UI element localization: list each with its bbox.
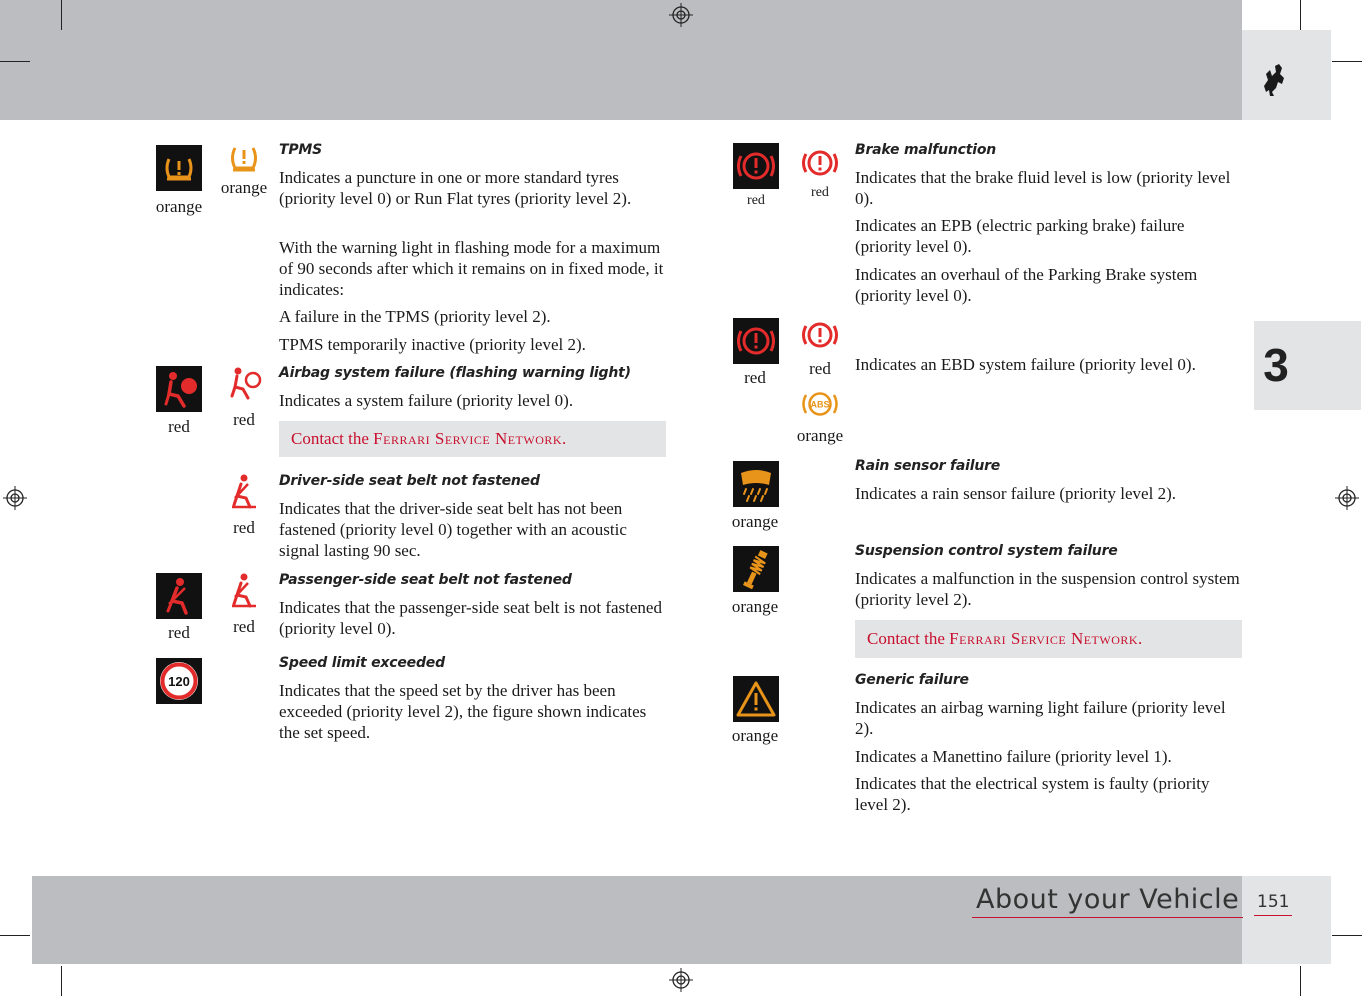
passenger-seatbelt-description: Indicates that the passenger-side seat belt is not fastened (priority level 0).	[279, 598, 662, 638]
rain-sensor-title: Rain sensor failure	[855, 458, 1001, 474]
airbag-lamp-icon	[156, 366, 202, 412]
speed-limit-description: Indicates that the speed set by the driver has been exceeded (priority level 2), the figure shown indicates the set speed.	[279, 681, 647, 742]
brake-title: Brake malfunction	[855, 142, 997, 158]
rain-sensor-lamp-color: orange	[731, 512, 779, 531]
crop-mark	[1332, 935, 1362, 936]
brake-symbol-color: red	[811, 185, 829, 200]
tpms-description-3: A failure in the TPMS (priority level 2).	[279, 307, 551, 326]
ebd-symbol-icon	[800, 315, 840, 355]
notice-prefix: Contact the	[291, 429, 374, 448]
page-number: 151	[1254, 892, 1292, 916]
ebd-symbol-color: red	[809, 359, 831, 378]
airbag-service-notice	[279, 421, 666, 457]
suspension-service-notice	[855, 620, 1242, 658]
tpms-lamp-icon	[156, 145, 202, 191]
driver-seatbelt-description: Indicates that the driver-side seat belt has not been fastened (priority level 0) together with an acoustic signal lasting 90 sec.	[279, 499, 627, 560]
tpms-lamp-color: orange	[155, 197, 203, 216]
passenger-seatbelt-symbol-icon	[224, 571, 264, 611]
crop-mark	[1300, 966, 1301, 996]
brake-description-1: Indicates that the brake fluid level is low (priority level 0).	[855, 168, 1231, 208]
suspension-lamp-color: orange	[731, 597, 779, 616]
brake-description-2: Indicates an EPB (electric parking brake) failure (priority level 0).	[855, 216, 1185, 256]
airbag-description-1: Indicates a system failure (priority level 0).	[279, 391, 574, 410]
generic-failure-title: Generic failure	[855, 672, 969, 688]
brake-description-3: Indicates an overhaul of the Parking Brake system (priority level 0).	[855, 265, 1198, 305]
generic-failure-description-1: Indicates an airbag warning light failure (priority level 2).	[855, 698, 1226, 738]
generic-failure-lamp-icon	[733, 676, 779, 722]
logo-box	[1242, 30, 1331, 120]
passenger-seatbelt-lamp-icon	[156, 573, 202, 619]
registration-mark-icon	[669, 3, 693, 27]
crop-mark	[0, 935, 30, 936]
prancing-horse-logo	[1242, 30, 1331, 120]
tpms-symbol-icon	[224, 140, 264, 180]
registration-mark-icon	[1335, 486, 1359, 510]
speed-limit-value: 120	[168, 674, 190, 689]
tpms-description-1: Indicates a puncture in one or more standard tyres (priority level 0) or Run Flat tyres (priority level 2).	[279, 168, 632, 208]
driver-seatbelt-symbol-icon	[224, 472, 264, 512]
crop-mark	[0, 61, 30, 62]
crop-mark	[61, 0, 62, 30]
abs-symbol-color: orange	[796, 426, 844, 445]
ebd-lamp-color: red	[744, 368, 766, 387]
airbag-symbol-icon	[224, 363, 264, 403]
registration-mark-icon	[3, 486, 27, 510]
passenger-seatbelt-lamp-color: red	[168, 623, 190, 642]
chapter-number: 3	[1263, 339, 1289, 391]
service-network-name: Ferrari Service Network.	[949, 629, 1143, 648]
abs-symbol-icon	[800, 384, 840, 424]
abs-label: ABS	[810, 399, 830, 410]
ebd-description: Indicates an EBD system failure (priority level 0).	[855, 355, 1196, 374]
crop-mark	[1300, 0, 1301, 30]
rain-sensor-lamp-icon	[733, 461, 779, 507]
generic-failure-description-3: Indicates that the electrical system is faulty (priority level 2).	[855, 774, 1210, 814]
speed-limit-lamp-icon	[156, 658, 202, 704]
suspension-title: Suspension control system failure	[855, 543, 1118, 559]
passenger-seatbelt-symbol-color: red	[233, 617, 255, 636]
tpms-description-2: With the warning light in flashing mode for a maximum of 90 seconds after which it remains on in fixed mode, it indicates:	[279, 238, 664, 299]
tpms-title: TPMS	[279, 142, 323, 158]
section-title: About your Vehicle	[972, 884, 1243, 918]
suspension-description: Indicates a malfunction in the suspension control system (priority level 2).	[855, 569, 1240, 609]
airbag-lamp-color: red	[168, 417, 190, 436]
rain-sensor-description: Indicates a rain sensor failure (priority level 2).	[855, 484, 1176, 503]
service-network-name: Ferrari Service Network.	[373, 429, 567, 448]
notice-prefix: Contact the	[867, 629, 950, 648]
suspension-lamp-icon	[733, 546, 779, 592]
airbag-title: Airbag system failure (flashing warning light)	[279, 365, 631, 381]
brake-lamp-icon	[733, 143, 779, 189]
generic-failure-description-2: Indicates a Manettino failure (priority level 1).	[855, 747, 1172, 766]
speed-limit-title: Speed limit exceeded	[279, 655, 445, 671]
generic-failure-lamp-color: orange	[731, 726, 779, 745]
passenger-seatbelt-title: Passenger-side seat belt not fastened	[279, 572, 572, 588]
footer-page-box	[1242, 876, 1331, 964]
brake-lamp-color: red	[747, 193, 765, 208]
header-band	[0, 0, 1242, 120]
tpms-description-4: TPMS temporarily inactive (priority level 2).	[279, 335, 586, 354]
airbag-symbol-color: red	[233, 410, 255, 429]
driver-seatbelt-title: Driver-side seat belt not fastened	[279, 473, 540, 489]
registration-mark-icon	[669, 968, 693, 992]
brake-symbol-icon	[800, 143, 840, 183]
tpms-symbol-color: orange	[220, 178, 268, 197]
ebd-lamp-icon	[733, 318, 779, 364]
driver-seatbelt-symbol-color: red	[233, 518, 255, 537]
crop-mark	[61, 966, 62, 996]
crop-mark	[1332, 61, 1362, 62]
